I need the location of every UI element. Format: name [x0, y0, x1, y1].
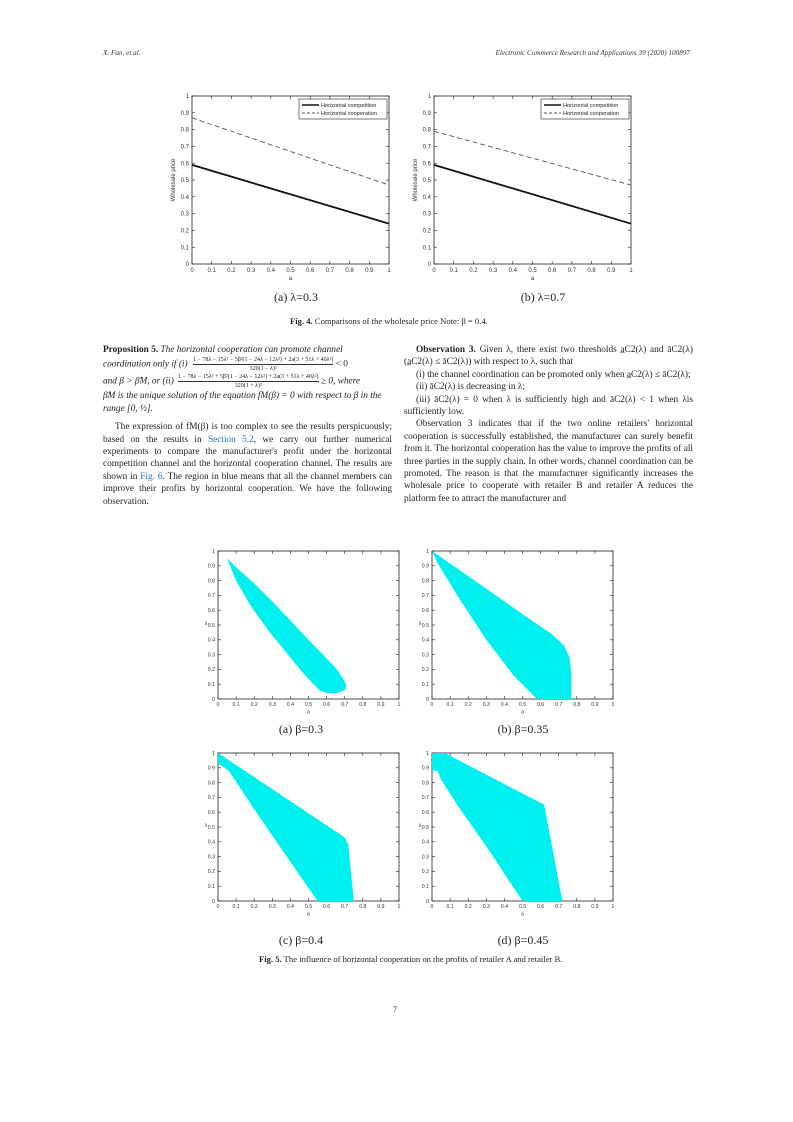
fig5a-x-tick-label: 0.8 [359, 702, 367, 709]
fig4-panel-b-chart [407, 90, 643, 288]
fig5a-y-tick-label: 0.9 [207, 563, 215, 570]
fig5-panel-c-chart [200, 747, 406, 919]
fig4a-x-tick-label: 0.4 [266, 268, 275, 274]
fig4b-x-tick-label: 0.3 [488, 268, 498, 274]
observation-label: Observation 3. [416, 345, 476, 355]
left-column [103, 344, 392, 508]
fig5-panel-a-caption: (a) β=0.3 [278, 722, 324, 736]
fig5d-x-tick-label: 0.8 [573, 904, 581, 911]
page-number: 7 [393, 1005, 397, 1014]
fig5a-x-tick-label: 0.9 [377, 702, 385, 709]
fig5d-x-tick-label: 0.1 [446, 904, 454, 911]
fig5b-x-tick-label: 0 [430, 702, 434, 709]
fig5a-x-tick-label: 0.6 [322, 702, 331, 709]
fraction-2 [178, 373, 318, 390]
fig5c-x-tick-label: 0.4 [286, 904, 295, 911]
fig4b-x-tick-label: 0.5 [528, 268, 537, 274]
fig5c-x-tick-label: 0.8 [359, 904, 367, 911]
fig4b-y-axis-label: Wholesale price [413, 158, 419, 202]
fraction-1-denominator: 320(1 − λ)² [249, 366, 277, 373]
proposition-line1: The horizontal cooperation can promote channel [158, 345, 343, 355]
fig5-panel-d-chart [414, 747, 620, 919]
fig5b-x-tick-label: 0.4 [500, 702, 509, 709]
fraction-2-relation: ≥ 0, where [320, 377, 360, 388]
fig5b-x-tick-label: 0.5 [518, 702, 527, 709]
fig4a-x-tick-label: 0.2 [227, 268, 236, 274]
paragraph-part-c: . The region in blue means that all the channel members can improve their profits by horizontal cooperation. We have the following observation. [103, 471, 392, 507]
fig4b-x-tick-label: 0.6 [548, 268, 557, 274]
fig5b-x-tick-label: 0.2 [464, 702, 472, 709]
fig5a-y-tick-label: 0.5 [207, 622, 215, 629]
running-header-journal: Electronic Commerce Research and Applications 39 (2020) 100897 [495, 49, 690, 57]
fig6-link[interactable]: Fig. 6 [140, 471, 163, 482]
fig5d-x-tick-label: 0.4 [500, 904, 509, 911]
proposition-label: Proposition 5. [103, 345, 159, 355]
fig4a-x-tick-label: 1 [387, 268, 391, 274]
fig5a-y-tick-label: 0.1 [207, 682, 215, 689]
fig4b-y-tick-label: 0.8 [422, 127, 431, 134]
fig4-panel-a-chart [165, 90, 401, 288]
fig5d-x-tick-label: 0.3 [482, 904, 490, 911]
fig5d-x-tick-label: 0.7 [555, 904, 563, 911]
fig4-caption-label: Fig. 4. [290, 316, 313, 326]
fig5b-x-tick-label: 0.6 [536, 702, 545, 709]
fig5a-y-tick-label: 0.2 [207, 667, 215, 674]
paragraph-part-a: The expression of fM(β) is too complex to see the results perspicuously; based on the results in [103, 422, 392, 445]
fig5c-x-tick-label: 1 [397, 904, 401, 911]
fig4b-y-tick-label: 0.2 [422, 228, 431, 235]
fig5c-y-tick-label: 0.6 [207, 810, 215, 817]
fig5b-x-tick-label: 0.3 [482, 702, 490, 709]
fig5d-x-tick-label: 0.9 [591, 904, 599, 911]
fig4a-plot-frame [192, 96, 389, 264]
fig5c-y-tick-label: 1 [212, 750, 215, 757]
fig4b-x-tick-label: 0 [432, 268, 436, 274]
fig4a-y-tick-label: 0.5 [180, 178, 189, 185]
fig4a-y-axis-label: Wholesale price [171, 158, 177, 202]
fig4a-y-tick-label: 0.2 [180, 228, 189, 235]
fig4b-x-tick-label: 0.8 [587, 268, 596, 274]
fig5b-y-tick-label: 0 [426, 696, 429, 703]
right-column [404, 344, 693, 505]
fig5a-x-tick-label: 0.4 [286, 702, 295, 709]
fig4a-x-tick-label: 0.8 [345, 268, 354, 274]
fig5d-y-tick-label: 0.5 [421, 824, 429, 831]
fig4a-x-tick-label: 0.3 [246, 268, 256, 274]
fig5b-x-tick-label: 0.9 [591, 702, 599, 709]
fig5c-y-tick-label: 0.2 [207, 869, 215, 876]
fig5b-x-tick-label: 0.8 [573, 702, 581, 709]
fig5b-y-tick-label: 0.5 [421, 622, 429, 629]
fig5d-y-tick-label: 0.9 [421, 765, 429, 772]
fig5d-y-tick-label: 0.7 [421, 795, 429, 802]
section-5-2-link[interactable]: Section 5.2 [207, 434, 254, 445]
fig5d-x-tick-label: 0.2 [464, 904, 472, 911]
fig5b-y-tick-label: 0.7 [421, 593, 429, 600]
fig5c-y-tick-label: 0.9 [207, 765, 215, 772]
fig5b-y-tick-label: 0.3 [421, 652, 429, 659]
fig5d-x-tick-label: 0.5 [518, 904, 527, 911]
fig5d-y-tick-label: 0.8 [421, 780, 429, 787]
fig4a-x-tick-label: 0 [190, 268, 194, 274]
fig4-caption-text: Comparisons of the wholesale price Note: β = 0.4. [312, 316, 488, 326]
fig4b-y-tick-label: 0.3 [422, 211, 431, 218]
observation-paragraph: Observation 3 indicates that if the two online retailers' horizontal cooperation is successfully established, the manufacturer can surely benefit from it. The horizontal cooperation has the value to improve the profits of all three parties in the supply chain. In other words, channel coordination can be promoted. The reason is that the manufacturer significantly increases the wholesale price to cooperate with retailer B and retailer A reduces the platform fee to attract the manufacturer and [404, 419, 693, 504]
fig5d-y-tick-label: 0.2 [421, 869, 429, 876]
observation-item-ii: (ii) āC2(λ) is decreasing in λ; [416, 382, 525, 393]
running-header-authors: X. Fan, et al. [103, 49, 141, 57]
fig5b-y-tick-label: 0.6 [421, 608, 429, 615]
fig5c-x-tick-label: 0 [216, 904, 220, 911]
fig5a-x-tick-label: 0 [216, 702, 220, 709]
fig5-panel-b-caption: (b) β=0.35 [497, 722, 549, 736]
fig4b-legend-label-0: Horizontal competition [563, 103, 619, 109]
fig5c-y-tick-label: 0.7 [207, 795, 215, 802]
fig5d-y-tick-label: 0.6 [421, 810, 429, 817]
fig5b-y-tick-label: 0.2 [421, 667, 429, 674]
fig5c-x-tick-label: 0.6 [322, 904, 331, 911]
fig5b-y-tick-label: 0.1 [421, 682, 429, 689]
fig5c-y-tick-label: 0.8 [207, 780, 215, 787]
fig5b-y-tick-label: 0.8 [421, 578, 429, 585]
observation-item-iii: (iii) āC2(λ) = 0 when λ is sufficiently high and āC2(λ) < 1 when λis sufficiently low. [404, 394, 693, 418]
fig5a-y-tick-label: 0.8 [207, 578, 215, 585]
fig5d-x-tick-label: 0 [430, 904, 434, 911]
fig4a-y-tick-label: 0.4 [180, 194, 189, 201]
fig5a-y-tick-label: 0.7 [207, 593, 215, 600]
fig5a-x-tick-label: 1 [397, 702, 401, 709]
fig5c-x-tick-label: 0.1 [232, 904, 240, 911]
fig4b-y-tick-label: 0.5 [422, 178, 431, 185]
fig4a-legend-label-1: Horizontal cooperation [321, 111, 377, 117]
fig5-caption [259, 954, 562, 964]
fig5c-y-tick-label: 0.1 [207, 884, 215, 891]
fig4a-y-tick-label: 0.1 [180, 245, 189, 252]
fraction-1-numerator: 1 − 78λ − 15λ² − 5β²(1 − 24λ − 12λ²) + 2a(3 + 51λ + 40λ²) [192, 357, 334, 364]
fig4a-y-tick-label: 0.3 [180, 211, 189, 218]
fig5a-x-tick-label: 0.1 [232, 702, 240, 709]
fig5b-x-axis-label: a [521, 709, 524, 716]
fig5a-y-tick-label: 0.6 [207, 608, 215, 615]
fig5-panel-c-caption: (c) β=0.4 [278, 933, 324, 947]
fraction-2-numerator: 1 − 78λ − 15λ² + 5β²(1 − 24λ − 12λ²) + 2a(3 + 51λ + 40λ²) [178, 374, 319, 381]
fig5d-y-tick-label: 1 [426, 750, 429, 757]
fig4a-x-tick-label: 0.6 [306, 268, 315, 274]
fig5a-x-tick-label: 0.5 [304, 702, 313, 709]
fig4b-y-tick-label: 1 [427, 94, 431, 101]
fig5b-y-tick-label: 0.9 [421, 563, 429, 570]
fig5b-x-tick-label: 1 [611, 702, 615, 709]
fig4a-y-tick-label: 0.9 [180, 110, 189, 117]
fig5b-y-tick-label: 1 [426, 548, 429, 555]
fig5c-y-tick-label: 0.4 [207, 839, 215, 846]
fig5a-x-tick-label: 0.2 [250, 702, 258, 709]
fig5a-x-tick-label: 0.3 [268, 702, 276, 709]
fig4b-x-axis-label: a [530, 276, 535, 282]
fig5c-x-tick-label: 0.5 [304, 904, 313, 911]
proposition-line4: β̂M is the unique solution of the equation fM(β) = 0 with respect to β in the [103, 391, 382, 402]
fig4a-y-tick-label: 1 [185, 94, 189, 101]
fig4b-y-tick-label: 0 [427, 262, 431, 269]
fig4b-y-tick-label: 0.1 [422, 245, 431, 252]
fraction-2-denominator: 320(1 + λ)² [234, 383, 262, 390]
fig5a-y-tick-label: 0 [212, 696, 215, 703]
fig5d-x-axis-label: a [521, 911, 524, 918]
fig5d-x-tick-label: 0.6 [536, 904, 545, 911]
proposition-line3: and β > β̂M, or (ii) [103, 377, 174, 388]
fig5d-y-tick-label: 0.4 [421, 839, 429, 846]
fig5b-x-tick-label: 0.1 [446, 702, 454, 709]
fig5c-x-tick-label: 0.2 [250, 904, 258, 911]
fig4a-y-tick-label: 0.8 [180, 127, 189, 134]
fig5b-x-tick-label: 0.7 [555, 702, 563, 709]
fig4a-x-tick-label: 0.9 [365, 268, 374, 274]
fig4a-legend-label-0: Horizontal competition [321, 103, 377, 109]
fig4b-x-tick-label: 0.1 [449, 268, 458, 274]
fig5-caption-label: Fig. 5. [259, 954, 282, 964]
fig5c-x-tick-label: 0.3 [268, 904, 276, 911]
fig5d-y-axis-label: λ [418, 823, 422, 829]
fig4-panel-a-caption: (a) λ=0.3 [274, 290, 318, 304]
fig4a-y-tick-label: 0.6 [180, 161, 189, 168]
observation-intro: Given λ, there exist two thresholds a̲C2(λ) and āC2(λ) (a̲C2(λ) ≤ āC2(λ)) with respect to λ, such that [404, 345, 693, 368]
fig4b-x-tick-label: 0.2 [469, 268, 478, 274]
fig5-panel-b-chart [414, 545, 620, 717]
fig4b-x-tick-label: 0.9 [607, 268, 616, 274]
fig4b-y-tick-label: 0.7 [422, 144, 431, 151]
fig5c-x-axis-label: a [307, 911, 310, 918]
fig5c-y-tick-label: 0 [212, 898, 215, 905]
fig5c-y-tick-label: 0.5 [207, 824, 215, 831]
fig4b-x-tick-label: 1 [629, 268, 633, 274]
fig5a-y-axis-label: λ [204, 621, 208, 627]
fig5a-y-tick-label: 1 [212, 548, 215, 555]
paragraph-part-b: , we carry out further numerical experiments to compare the manufacturer's profit under the horizontal competition channel and the horizontal cooperation channel. The results are shown in [103, 434, 392, 482]
fig5d-y-tick-label: 0.1 [421, 884, 429, 891]
fig4a-y-tick-label: 0.7 [180, 144, 189, 151]
fig4b-x-tick-label: 0.7 [567, 268, 577, 274]
observation-item-i: (i) the channel coordination can be promoted only when a̲C2(λ) ≤ āC2(λ); [416, 369, 691, 380]
fig5c-x-tick-label: 0.9 [377, 904, 385, 911]
fig4a-y-tick-label: 0 [185, 262, 189, 269]
fig5-panel-d-caption: (d) β=0.45 [497, 933, 549, 947]
fig5c-y-axis-label: λ [204, 823, 208, 829]
fig5-caption-text: The influence of horizontal cooperation on the profits of retailer A and retailer B. [281, 954, 563, 964]
fig4-caption [290, 316, 488, 326]
proposition-line5: range [0, ½]. [103, 403, 153, 414]
fraction-1-relation: < 0 [335, 360, 348, 371]
fig4b-y-tick-label: 0.4 [422, 194, 431, 201]
fig4a-x-tick-label: 0.7 [325, 268, 335, 274]
fraction-1 [193, 356, 333, 373]
fig5b-y-axis-label: λ [418, 621, 422, 627]
fig4a-x-tick-label: 0.1 [207, 268, 216, 274]
fig5d-y-tick-label: 0.3 [421, 854, 429, 861]
fig4-panel-b-caption: (b) λ=0.7 [520, 290, 566, 304]
fig4b-plot-frame [434, 96, 631, 264]
fig5b-y-tick-label: 0.4 [421, 637, 429, 644]
fig4b-y-tick-label: 0.9 [422, 110, 431, 117]
proposition-line2: coordination only if (i) [103, 360, 188, 371]
fig4a-x-tick-label: 0.5 [286, 268, 295, 274]
fig5a-x-tick-label: 0.7 [341, 702, 349, 709]
fig4b-y-tick-label: 0.6 [422, 161, 431, 168]
fig4b-legend-label-1: Horizontal cooperation [563, 111, 619, 117]
fig4b-x-tick-label: 0.4 [508, 268, 517, 274]
fig5d-x-tick-label: 1 [611, 904, 615, 911]
fig4a-x-axis-label: a [288, 276, 293, 282]
fig5-panel-a-chart [200, 545, 406, 717]
fig5d-y-tick-label: 0 [426, 898, 429, 905]
fig5a-x-axis-label: a [307, 709, 310, 716]
fig5a-y-tick-label: 0.3 [207, 652, 215, 659]
fig5a-y-tick-label: 0.4 [207, 637, 215, 644]
fig5c-x-tick-label: 0.7 [341, 904, 349, 911]
fig5c-y-tick-label: 0.3 [207, 854, 215, 861]
